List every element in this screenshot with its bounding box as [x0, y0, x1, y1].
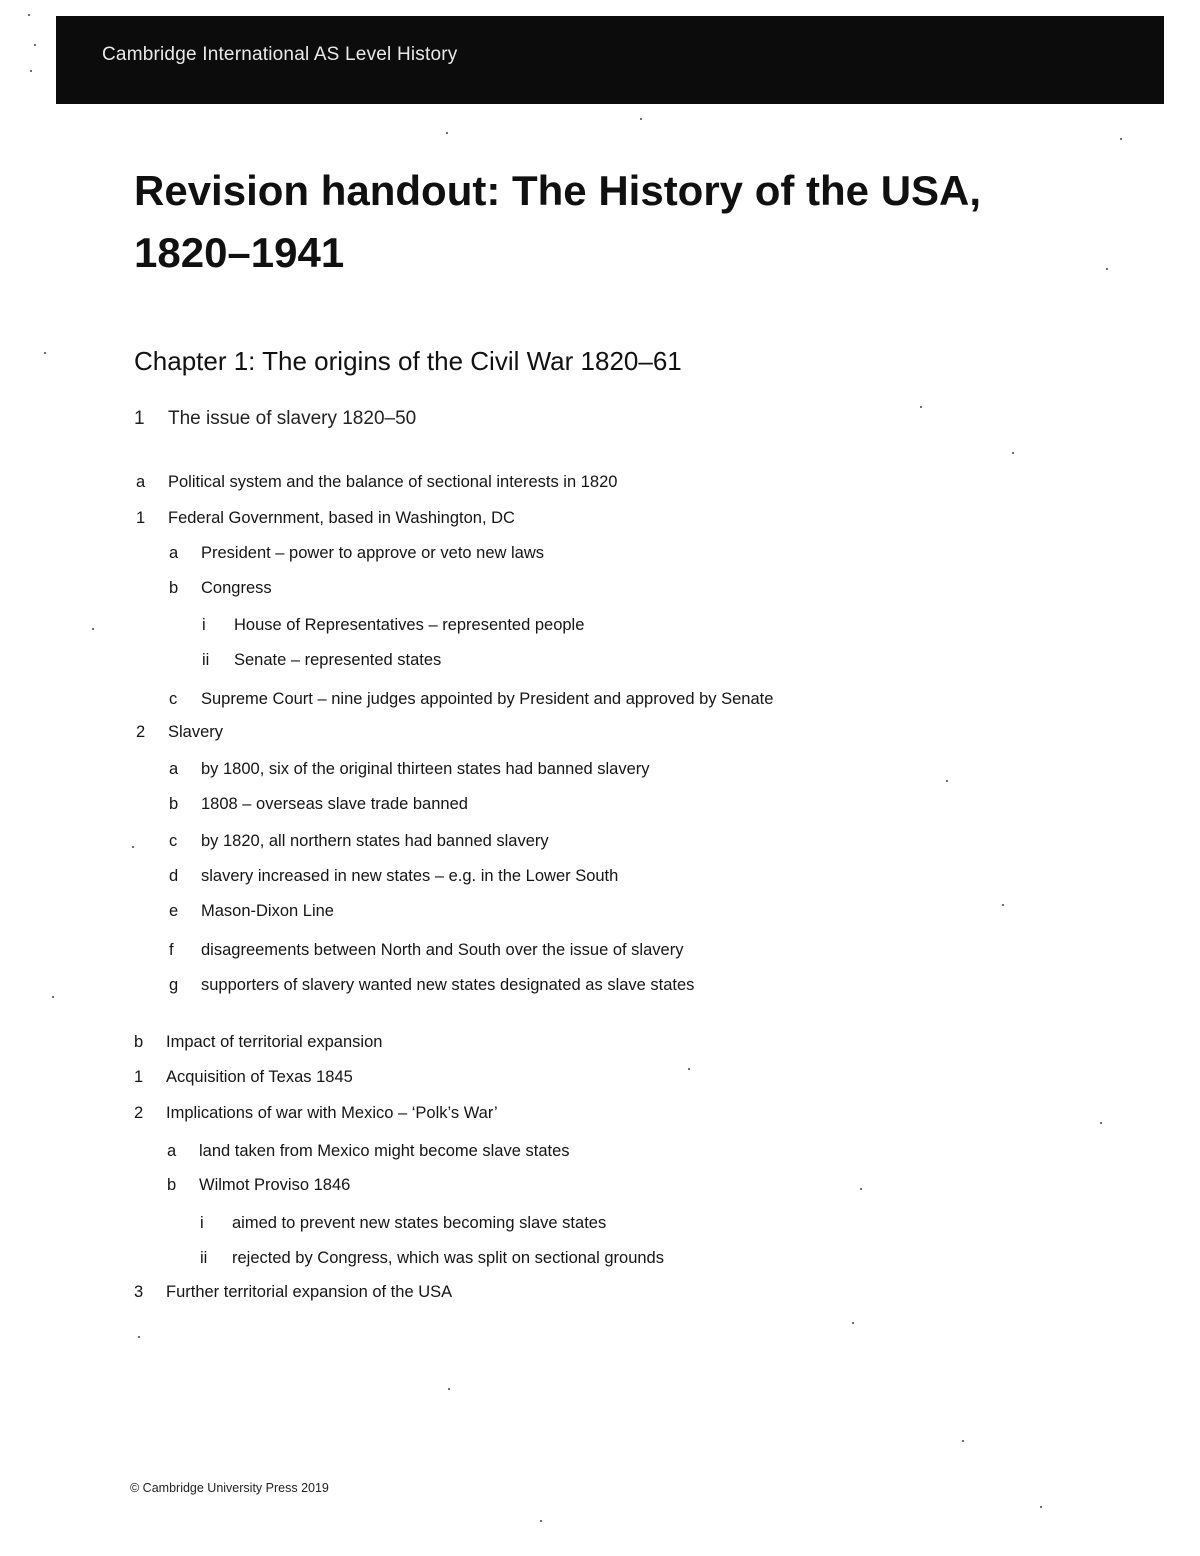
- outline-text: Mason-Dixon Line: [201, 902, 334, 920]
- outline-item: [169, 901, 334, 921]
- scan-speck: [962, 1440, 964, 1442]
- outline-item: [134, 1067, 353, 1087]
- outline-marker: a: [169, 760, 179, 778]
- outline-marker: ii: [200, 1249, 208, 1267]
- outline-text: Wilmot Proviso 1846: [199, 1176, 351, 1194]
- outline-item: [200, 1213, 606, 1233]
- outline-text: disagreements between North and South over the issue of slavery: [201, 941, 684, 959]
- outline-item: [134, 1282, 452, 1302]
- outline-marker: b: [169, 579, 179, 597]
- outline-item: [136, 472, 617, 492]
- outline-text: aimed to prevent new states becoming slave states: [232, 1214, 607, 1232]
- scan-speck: [28, 14, 30, 16]
- outline-marker: a: [136, 473, 146, 491]
- outline-text: Slavery: [168, 723, 224, 741]
- outline-item: [169, 578, 272, 598]
- outline-item: [167, 1175, 350, 1195]
- outline-text: Federal Government, based in Washington, DC: [168, 509, 515, 527]
- outline-marker: i: [202, 616, 206, 634]
- scan-speck: [30, 70, 32, 72]
- scan-speck: [448, 1388, 450, 1390]
- scan-speck: [446, 132, 448, 134]
- chapter-heading: Chapter 1: The origins of the Civil War 1820–61: [134, 346, 682, 376]
- outline-item: [200, 1248, 664, 1268]
- scan-speck: [34, 44, 36, 46]
- scan-speck: [540, 1520, 542, 1522]
- document-title: Revision handout: The History of the USA, 1820–1941: [134, 167, 982, 276]
- outline-text: Supreme Court – nine judges appointed by President and approved by Senate: [201, 690, 774, 708]
- outline-text: Implications of war with Mexico – ‘Polk’s War’: [166, 1104, 498, 1122]
- outline-item: [134, 1032, 382, 1052]
- outline-item: [134, 1103, 498, 1123]
- section-title: The issue of slavery 1820–50: [168, 408, 417, 429]
- outline-text: Acquisition of Texas 1845: [166, 1068, 353, 1086]
- scan-speck: [640, 118, 642, 120]
- outline-marker: b: [167, 1176, 177, 1194]
- scan-speck: [946, 780, 948, 782]
- outline-text: Senate – represented states: [234, 651, 442, 669]
- outline-item: [169, 831, 549, 851]
- outline-marker: a: [167, 1142, 177, 1160]
- scan-speck: [1002, 904, 1004, 906]
- copyright-footer: © Cambridge University Press 2019: [130, 1481, 329, 1495]
- outline-text: President – power to approve or veto new laws: [201, 544, 545, 562]
- outline-marker: b: [169, 795, 179, 813]
- outline-marker: 2: [134, 1104, 144, 1122]
- outline-marker: g: [169, 976, 179, 994]
- scan-speck: [138, 1336, 140, 1338]
- scan-speck: [52, 996, 54, 998]
- outline-item: [202, 615, 584, 635]
- scan-speck: [1012, 452, 1014, 454]
- scan-speck: [1106, 268, 1108, 270]
- outline-marker: f: [169, 941, 174, 959]
- scan-speck: [852, 1322, 854, 1324]
- header-bar: [56, 16, 1164, 104]
- outline-text: by 1820, all northern states had banned slavery: [201, 832, 549, 850]
- outline-item: [136, 722, 223, 742]
- outline-text: land taken from Mexico might become slave states: [199, 1142, 570, 1160]
- outline-item: [167, 1141, 570, 1161]
- outline-item: [169, 543, 544, 563]
- outline-text: Congress: [201, 579, 272, 597]
- outline-item: [169, 689, 773, 709]
- outline-text: slavery increased in new states – e.g. in the Lower South: [201, 867, 619, 885]
- outline-text: by 1800, six of the original thirteen states had banned slavery: [201, 760, 650, 778]
- outline-marker: 1: [134, 1068, 144, 1086]
- outline-text: supporters of slavery wanted new states designated as slave states: [201, 976, 695, 994]
- outline-marker: i: [200, 1214, 204, 1232]
- outline-marker: e: [169, 902, 179, 920]
- outline-item: [202, 650, 441, 670]
- scan-speck: [1120, 138, 1122, 140]
- outline-item: [169, 975, 694, 995]
- section-number: 1: [134, 408, 145, 429]
- scan-speck: [920, 406, 922, 408]
- section-heading: [134, 408, 416, 430]
- outline-text: Impact of territorial expansion: [166, 1033, 383, 1051]
- outline-item: [169, 794, 468, 814]
- outline-marker: b: [134, 1033, 144, 1051]
- outline-item: [136, 508, 515, 528]
- outline-text: rejected by Congress, which was split on sectional grounds: [232, 1249, 664, 1267]
- scan-speck: [1040, 1506, 1042, 1508]
- outline-marker: d: [169, 867, 179, 885]
- outline-text: 1808 – overseas slave trade banned: [201, 795, 468, 813]
- outline-marker: 2: [136, 723, 146, 741]
- outline-marker: c: [169, 832, 178, 850]
- scan-speck: [92, 628, 94, 630]
- scan-speck: [1100, 1122, 1102, 1124]
- outline-item: [169, 940, 683, 960]
- scan-speck: [860, 1188, 862, 1190]
- outline-marker: 3: [134, 1283, 144, 1301]
- outline-marker: a: [169, 544, 179, 562]
- scan-speck: [688, 1068, 690, 1070]
- outline-item: [169, 759, 650, 779]
- outline-text: Political system and the balance of sectional interests in 1820: [168, 473, 618, 491]
- outline-text: Further territorial expansion of the USA: [166, 1283, 453, 1301]
- outline-marker: 1: [136, 509, 146, 527]
- running-title: Cambridge International AS Level History: [102, 44, 458, 65]
- outline-item: [169, 866, 618, 886]
- scan-speck: [132, 846, 134, 848]
- scan-speck: [44, 352, 46, 354]
- outline-text: House of Representatives – represented people: [234, 616, 585, 634]
- outline-marker: c: [169, 690, 178, 708]
- outline-marker: ii: [202, 651, 210, 669]
